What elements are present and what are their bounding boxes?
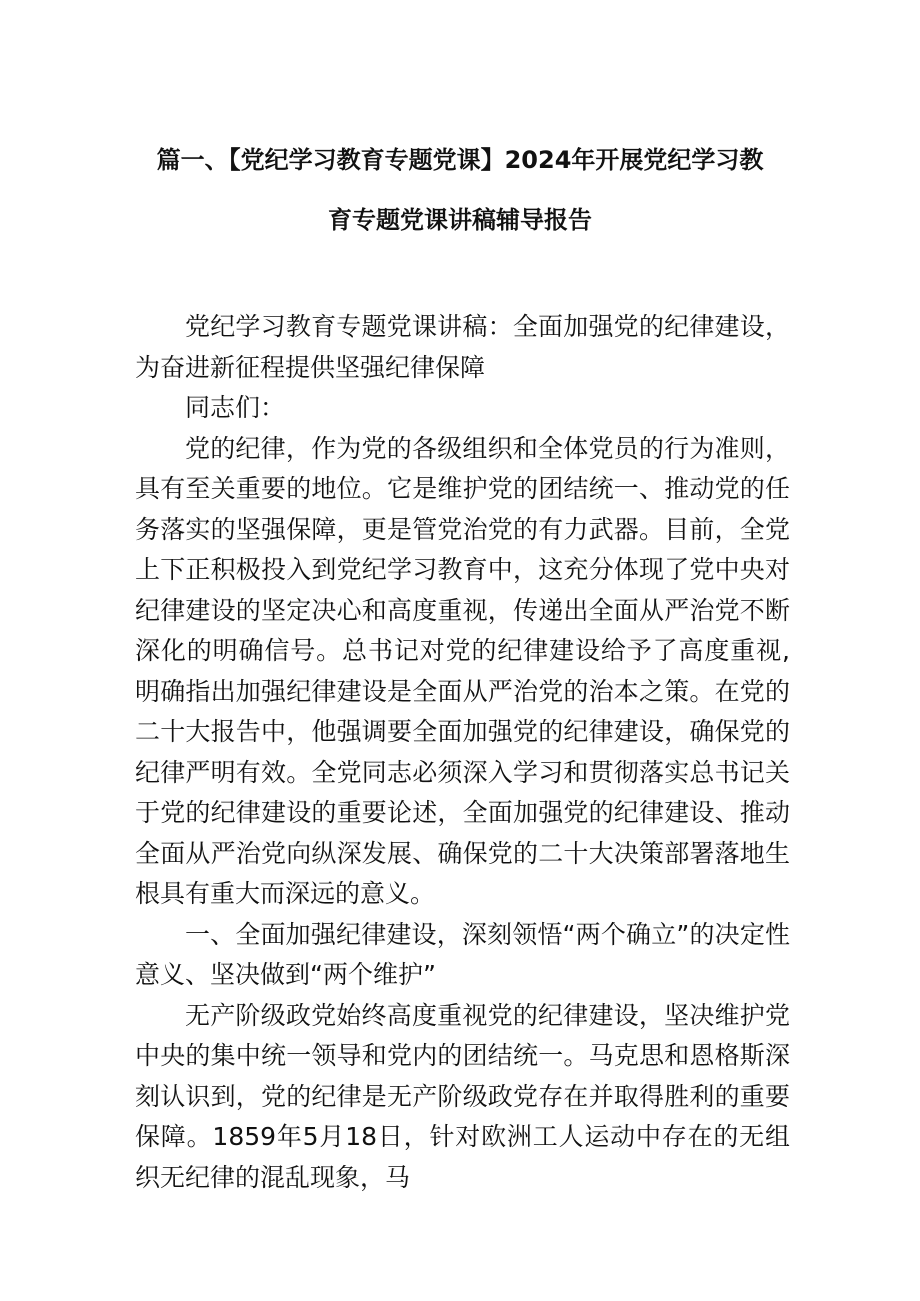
document-body xyxy=(135,307,790,1198)
speech-heading-paragraph: 党纪学习教育专题党课讲稿：全面加强党的纪律建设，为奋进新征程提供坚强纪律保障 xyxy=(135,312,790,382)
document-title-line-2: 育专题党课讲稿辅导报告 xyxy=(328,206,592,234)
document-title-line-1: 篇一、【党纪学习教育专题党课】2024年开展党纪学习教 xyxy=(156,146,764,174)
section-heading-paragraph: 一、全面加强纪律建设，深刻领悟“两个确立”的决定性意义、坚决做到“两个维护” xyxy=(135,919,790,989)
salutation-paragraph: 同志们： xyxy=(185,393,286,422)
body-paragraph: 无产阶级政党始终高度重视党的纪律建设，坚决维护党中央的集中统一领导和党内的团结统一。马克思和恩格斯深刻认识到，党的纪律是无产阶级政党存在并取得胜利的重要保障。1859年5月18日，针对欧洲工人运动中存在的无组织无纪律的混乱现象，马 xyxy=(135,1000,790,1192)
body-paragraph: 党的纪律，作为党的各级组织和全体党员的行为准则，具有至关重要的地位。它是维护党的团结统一、推动党的任务落实的坚强保障，更是管党治党的有力武器。目前，全党上下正积极投入到党纪学习教育中，这充分体现了党中央对纪律建设的坚定决心和高度重视，传递出全面从严治党不断深化的明确信号。总书记对党的纪律建设给予了高度重视,明确指出加强纪律建设是全面从严治党的治本之策。在党的二十大报告中，他强调要全面加强党的纪律建设，确保党的纪律严明有效。全党同志必须深入学习和贯彻落实总书记关于党的纪律建设的重要论述，全面加强党的纪律建设、推动全面从严治党向纵深发展、确保党的二十大决策部署落地生根具有重大而深远的意义。 xyxy=(135,433,790,908)
